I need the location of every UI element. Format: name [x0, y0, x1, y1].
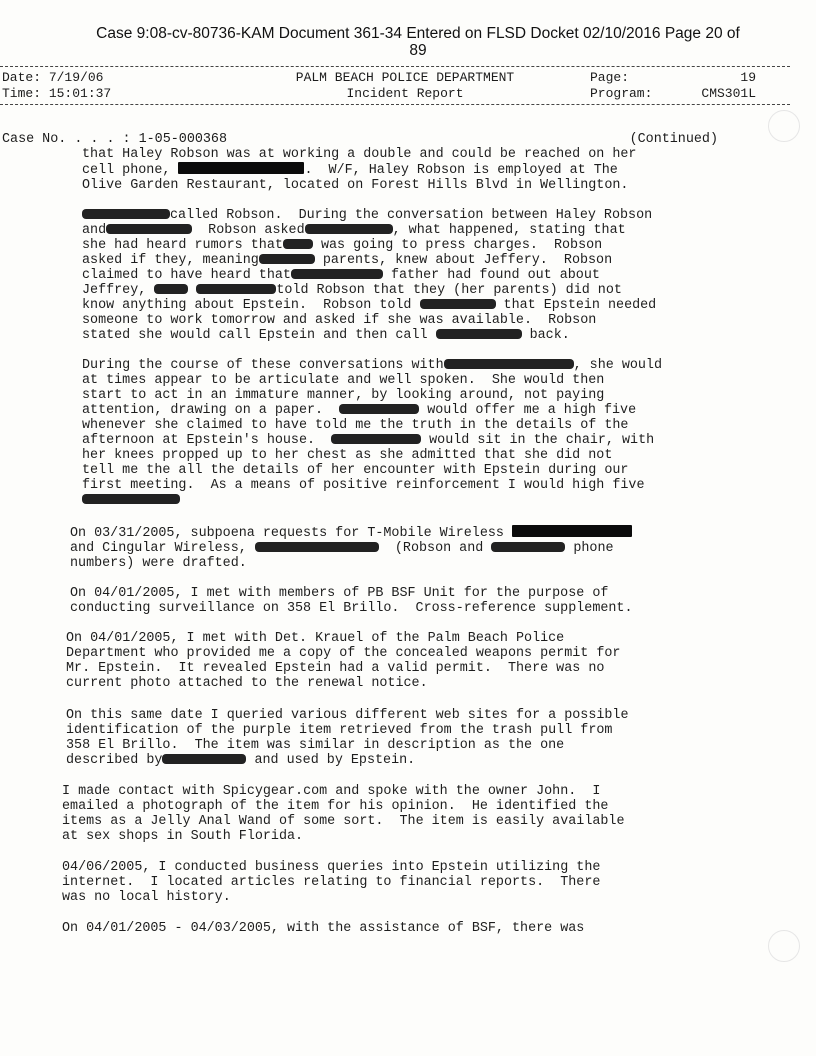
- text-segment: was going to press charges. Robson: [312, 238, 603, 253]
- text-line: [62, 829, 625, 844]
- text-segment: Jeffrey,: [82, 283, 155, 298]
- text-segment: , she would: [573, 358, 663, 373]
- redaction-block: [339, 404, 419, 414]
- report-header-left: [2, 70, 111, 102]
- text-segment: parents, knew about Jeffery. Robson: [314, 253, 613, 268]
- text-line: [70, 556, 632, 571]
- text-segment: back.: [521, 328, 570, 343]
- text-line: [66, 646, 620, 661]
- text-line: [82, 433, 662, 448]
- text-segment: at times appear to be articulate and well spoken. She would then: [82, 373, 605, 388]
- text-line: [82, 238, 656, 253]
- text-line: [66, 631, 620, 646]
- redaction-block: [331, 434, 421, 444]
- text-line: [66, 676, 620, 691]
- text-segment: numbers) were drafted.: [70, 556, 247, 571]
- text-line: [70, 541, 632, 556]
- text-segment: On 04/01/2005, I met with Det. Krauel of the Palm Beach Police: [66, 631, 565, 646]
- paragraph-web-queries: [66, 708, 629, 768]
- text-segment: was no local history.: [62, 890, 231, 905]
- header-bottom-rule: [0, 104, 790, 105]
- text-line: [82, 178, 636, 193]
- text-line: [82, 448, 662, 463]
- text-segment: she had heard rumors that: [82, 238, 283, 253]
- text-line: [82, 208, 656, 223]
- text-segment: claimed to have heard that: [82, 268, 291, 283]
- text-segment: conducting surveillance on 358 El Brillo. Cross-reference supplement.: [70, 601, 633, 616]
- text-line: [82, 358, 662, 373]
- text-line: [70, 586, 633, 601]
- text-segment: On this same date I queried various different web sites for a possible: [66, 708, 629, 723]
- text-line: [66, 708, 629, 723]
- redaction-block: [291, 269, 383, 279]
- text-segment: On 04/01/2005, I met with members of PB BSF Unit for the purpose of: [70, 586, 609, 601]
- report-header-right: [590, 70, 756, 102]
- text-line: [82, 493, 662, 508]
- redaction-block: [444, 359, 574, 369]
- text-segment: current photo attached to the renewal notice.: [66, 676, 428, 691]
- redaction-block: [305, 224, 393, 234]
- text-line: [82, 162, 636, 178]
- text-segment: Olive Garden Restaurant, located on Forest Hills Blvd in Wellington.: [82, 178, 629, 193]
- text-line: [62, 799, 625, 814]
- scan-hole-mark: [768, 110, 800, 142]
- text-segment: 04/06/2005, I conducted business queries into Epstein utilizing the: [62, 860, 601, 875]
- header-top-rule: [0, 66, 790, 67]
- text-line: [66, 753, 629, 768]
- text-line: [62, 875, 600, 890]
- text-line: [82, 253, 656, 268]
- text-segment: afternoon at Epstein's house.: [82, 433, 332, 448]
- text-line: [66, 723, 629, 738]
- text-segment: know anything about Epstein. Robson told: [82, 298, 420, 313]
- date-label: Date:: [2, 70, 42, 85]
- text-segment: would sit in the chair, with: [421, 433, 655, 448]
- court-filing-header-page-total: 89: [409, 42, 427, 59]
- program-label: Program:: [590, 86, 653, 101]
- text-segment: 358 El Brillo. The item was similar in description as the one: [66, 738, 565, 753]
- redaction-block: [512, 525, 632, 537]
- text-line: [82, 313, 656, 328]
- text-segment: Department who provided me a copy of the concealed weapons permit for: [66, 646, 621, 661]
- redaction-block: [255, 542, 379, 552]
- redaction-block: [82, 209, 170, 219]
- department-name: PALM BEACH POLICE DEPARTMENT: [295, 70, 515, 85]
- paragraph-robson-conversation: [82, 208, 656, 343]
- text-segment: identification of the purple item retrieved from the trash pull from: [66, 723, 613, 738]
- report-type: Incident Report: [346, 86, 464, 101]
- text-segment: whenever she claimed to have told me the truth in the details of the: [82, 418, 629, 433]
- text-line: [66, 738, 629, 753]
- text-segment: that Haley Robson was at working a double and could be reached on her: [82, 147, 637, 162]
- paragraph-subpoena-requests: [70, 525, 632, 571]
- text-line: [82, 283, 656, 298]
- text-line: [62, 814, 625, 829]
- text-line: [82, 478, 662, 493]
- paragraph-interview-behavior: [82, 358, 662, 508]
- text-line: [62, 890, 600, 905]
- text-segment: , what happened, stating that: [392, 223, 626, 238]
- text-line: [82, 298, 656, 313]
- text-line: [82, 418, 662, 433]
- text-segment: someone to work tomorrow and asked if she was available. Robson: [82, 313, 597, 328]
- redaction-block: [420, 299, 496, 309]
- redaction-block: [154, 284, 188, 294]
- case-number-line: [2, 132, 718, 147]
- text-segment: internet. I located articles relating to financial reports. There: [62, 875, 601, 890]
- text-segment: phone: [565, 541, 614, 556]
- text-segment: start to act in an immature manner, by looking around, not paying: [82, 388, 605, 403]
- redaction-block: [283, 239, 313, 249]
- text-segment: and: [82, 223, 107, 238]
- paragraph-bsf-surveillance: [70, 586, 633, 616]
- text-segment: would offer me a high five: [419, 403, 637, 418]
- text-line: [82, 328, 656, 343]
- text-segment: that Epstein needed: [495, 298, 657, 313]
- text-segment: cell phone,: [82, 163, 179, 178]
- paragraph-weapons-permit: [66, 631, 620, 691]
- paragraph-spicygear-contact: [62, 784, 625, 844]
- program-value: CMS301L: [701, 86, 756, 101]
- text-segment: stated she would call Epstein and then call: [82, 328, 436, 343]
- page-value: 19: [740, 70, 756, 85]
- text-segment: I made contact with Spicygear.com and spoke with the owner John. I: [62, 784, 601, 799]
- text-line: [82, 373, 662, 388]
- redaction-block: [178, 162, 304, 174]
- text-line: [82, 223, 656, 238]
- redaction-block: [491, 542, 565, 552]
- redaction-block: [436, 329, 522, 339]
- text-segment: father had found out about: [382, 268, 600, 283]
- report-header: [0, 66, 816, 110]
- time-label: Time:: [2, 86, 42, 101]
- continued-label: (Continued): [629, 132, 718, 147]
- court-filing-header: [60, 25, 776, 59]
- text-line: [82, 403, 662, 418]
- text-segment: . W/F, Haley Robson is employed at The: [304, 163, 618, 178]
- text-segment: called Robson. During the conversation between Haley Robson: [170, 208, 653, 223]
- paragraph-haley-robson-contact: [82, 147, 636, 193]
- text-segment: first meeting. As a means of positive reinforcement I would high five: [82, 478, 645, 493]
- text-segment: (Robson and: [378, 541, 492, 556]
- text-segment: and Cingular Wireless,: [70, 541, 255, 556]
- text-segment: items as a Jelly Anal Wand of some sort. The item is easily available: [62, 814, 625, 829]
- text-segment: tell me the all the details of her encounter with Epstein during our: [82, 463, 629, 478]
- text-segment: During the course of these conversations with: [82, 358, 444, 373]
- text-segment: attention, drawing on a paper.: [82, 403, 340, 418]
- text-segment: her knees propped up to her chest as she admitted that she did not: [82, 448, 613, 463]
- report-header-center: [240, 70, 570, 102]
- date-value: 7/19/06: [48, 70, 104, 85]
- text-segment: and used by Epstein.: [246, 753, 416, 768]
- text-segment: Mr. Epstein. It revealed Epstein had a valid permit. There was no: [66, 661, 605, 676]
- text-segment: asked if they, meaning: [82, 253, 259, 268]
- paragraph-bsf-assistance: [62, 921, 584, 936]
- redaction-block: [259, 254, 315, 264]
- text-segment: emailed a photograph of the item for his opinion. He identified the: [62, 799, 609, 814]
- text-line: [62, 784, 625, 799]
- text-segment: Robson asked: [192, 223, 305, 238]
- paragraph-business-queries: [62, 860, 600, 905]
- redaction-block: [162, 754, 246, 764]
- text-line: [70, 525, 632, 541]
- text-line: [82, 147, 636, 162]
- text-line: [66, 661, 620, 676]
- text-line: [62, 921, 584, 936]
- text-segment: [188, 283, 196, 298]
- text-line: [82, 388, 662, 403]
- text-segment: On 04/01/2005 - 04/03/2005, with the assistance of BSF, there was: [62, 921, 585, 936]
- scan-hole-mark: [768, 930, 800, 962]
- text-line: [82, 463, 662, 478]
- page-label: Page:: [590, 70, 630, 85]
- text-line: [82, 268, 656, 283]
- redaction-block: [196, 284, 276, 294]
- text-line: [70, 601, 633, 616]
- text-segment: described by: [66, 753, 163, 768]
- redaction-block: [106, 224, 192, 234]
- case-number: Case No. . . . : 1-05-000368: [2, 132, 227, 147]
- text-segment: told Robson that they (her parents) did not: [276, 283, 622, 298]
- text-segment: at sex shops in South Florida.: [62, 829, 304, 844]
- redaction-block: [82, 494, 180, 504]
- text-line: [62, 860, 600, 875]
- court-filing-header-line: Case 9:08-cv-80736-KAM Document 361-34 Entered on FLSD Docket 02/10/2016 Page 20 of: [96, 25, 740, 42]
- text-segment: On 03/31/2005, subpoena requests for T-Mobile Wireless: [70, 526, 512, 541]
- time-value: 15:01:37: [48, 86, 112, 101]
